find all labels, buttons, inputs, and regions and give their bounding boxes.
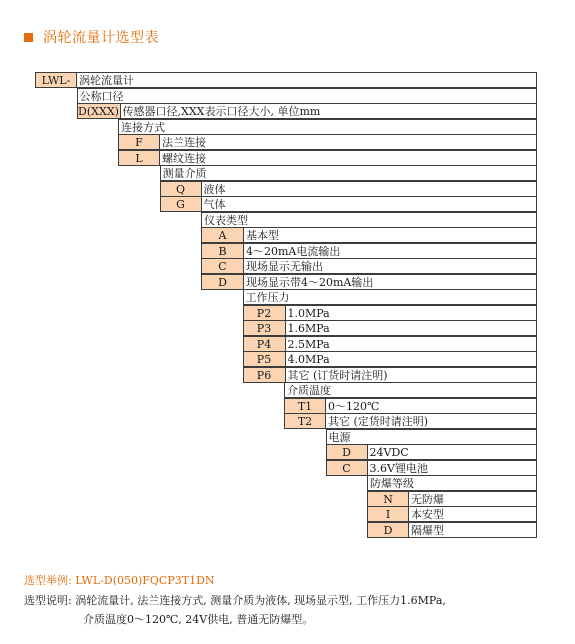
group-heading-0 [77, 88, 538, 103]
option-row [243, 351, 538, 366]
option-row [243, 320, 538, 335]
option-row-code: C [201, 258, 243, 274]
option-row [367, 491, 537, 506]
option-row-code: D [326, 444, 367, 460]
title-text: 涡轮流量计选型表 [43, 30, 159, 46]
option-row [367, 506, 537, 521]
option-row-code: I [367, 506, 408, 522]
option-row [160, 181, 538, 196]
option-row [243, 367, 538, 382]
option-row-code: D(XXX) [78, 105, 119, 118]
option-row [243, 336, 538, 351]
option-row-label: 3.6V锂电池 [367, 460, 538, 476]
example-value: LWL-D(050)FQCP3T1DN [75, 574, 215, 587]
option-row-code: Q [160, 181, 201, 197]
option-row [284, 398, 537, 413]
option-row-code: D [367, 522, 408, 538]
option-row [201, 258, 537, 273]
option-row-label: 无防爆 [408, 491, 537, 507]
explanation-line1: 涡轮流量计, 法兰连接方式, 测量介质为液体, 现场显示型, 工作压力1.6MPa, [75, 594, 446, 607]
option-row-label: 1.0MPa [285, 305, 538, 321]
example-label: 选型举例: [24, 574, 76, 587]
option-row-code: T1 [284, 398, 325, 414]
option-row-label: 本安型 [408, 506, 537, 522]
group-heading-4 [243, 289, 538, 304]
explanation-label: 选型说明: [24, 594, 76, 607]
option-row-label: 基本型 [243, 227, 537, 243]
option-row [326, 460, 538, 475]
group-heading-1-label: 连接方式 [118, 119, 537, 135]
title-square-icon [24, 33, 33, 42]
option-row-code: T2 [284, 413, 325, 429]
option-row [201, 243, 537, 258]
option-row-code: D [201, 274, 243, 290]
group-heading-5-label: 介质温度 [284, 382, 537, 398]
group-heading-6-label: 电源 [326, 429, 538, 445]
selection-example [24, 572, 215, 590]
option-row-code: A [201, 227, 243, 243]
group-heading-0-label: 公称口径 [77, 88, 538, 104]
option-row-label: 螺纹连接 [159, 150, 537, 166]
option-row [243, 305, 538, 320]
model-row-label: 涡轮流量计 [76, 72, 537, 88]
model-row [35, 72, 537, 87]
option-row-label: 2.5MPa [285, 336, 538, 352]
option-row-label: 现场显示带4～20mA输出 [243, 274, 537, 290]
group-heading-2-label: 测量介质 [160, 165, 538, 181]
option-row-label: 气体 [201, 196, 538, 212]
option-row-label: 液体 [201, 181, 538, 197]
option-row-label: 4～20mA电流输出 [243, 243, 537, 259]
option-row [201, 274, 537, 289]
option-row-code: C [326, 460, 367, 476]
option-row-code: P2 [243, 305, 285, 321]
group-heading-7 [367, 475, 537, 490]
group-heading-3-label: 仪表类型 [201, 212, 537, 228]
model-row-code: LWL- [35, 72, 76, 88]
group-heading-3 [201, 212, 537, 227]
option-row [201, 227, 537, 242]
option-row-label: 其它 (定货时请注明) [325, 413, 537, 429]
page-title [24, 26, 159, 48]
option-row-label: 24VDC [367, 444, 538, 460]
option-row-label: 其它 (订货时请注明) [285, 367, 538, 383]
group-heading-5 [284, 382, 537, 397]
option-row [326, 444, 538, 459]
group-heading-1 [118, 119, 537, 134]
option-row [118, 134, 537, 149]
option-row-label: 传感器口径,XXX表示口径大小, 单位mm [120, 103, 538, 119]
option-row-label: 隔爆型 [408, 522, 537, 538]
selection-explanation-continued [83, 611, 313, 629]
group-heading-7-label: 防爆等级 [367, 475, 537, 491]
option-row-code: P3 [243, 320, 285, 336]
option-row-code: N [367, 491, 408, 507]
option-row-label: 4.0MPa [285, 351, 538, 367]
option-row [284, 413, 537, 428]
option-row [160, 196, 538, 211]
option-row-code: F [118, 134, 159, 150]
option-row-label: 法兰连接 [159, 134, 537, 150]
selection-explanation [24, 592, 446, 610]
group-heading-6 [326, 429, 538, 444]
option-row-code: B [201, 243, 243, 259]
option-row-code: G [160, 196, 201, 212]
option-row [77, 103, 538, 118]
option-row-code: P4 [243, 336, 285, 352]
group-heading-4-label: 工作压力 [243, 289, 538, 305]
option-row-label: 现场显示无输出 [243, 258, 537, 274]
option-row-code: P6 [243, 367, 285, 383]
option-row-label: 0～120℃ [325, 398, 537, 414]
option-row [118, 150, 537, 165]
group-heading-2 [160, 165, 538, 180]
option-row [367, 522, 537, 537]
option-row-label: 1.6MPa [285, 320, 538, 336]
option-row-code: P5 [243, 351, 285, 367]
option-row-code: L [118, 150, 159, 166]
explanation-line2: 介质温度0～120℃, 24V供电, 普通无防爆型。 [83, 613, 314, 626]
